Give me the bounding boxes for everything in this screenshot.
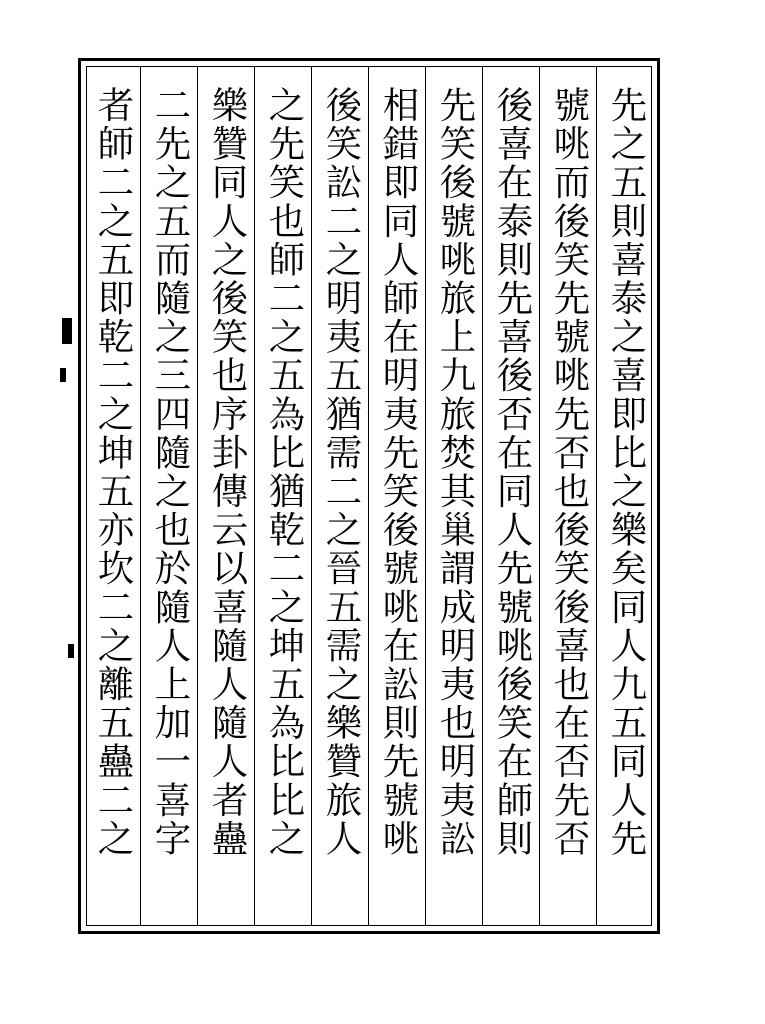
text-column-5: 相錯即同人師在明夷先笑後號咷在訟則先號咷 [377, 86, 420, 858]
column-rule [140, 66, 141, 926]
text-column-2: 號咷而後笑先號咷先否也後笑後喜也在否先否 [548, 86, 591, 858]
text-column-8: 樂贊同人之後笑也序卦傳云以喜隨人隨人者蠱 [206, 86, 249, 858]
text-column-3: 後喜在泰則先喜後否在同人先號咷後笑在師則 [491, 86, 534, 858]
column-rule [311, 66, 312, 926]
column-rule [197, 66, 198, 926]
column-rule [254, 66, 255, 926]
column-rule [368, 66, 369, 926]
margin-mark [60, 368, 66, 382]
text-column-4: 先笑後號咷旅上九旅焚其巢謂成明夷也明夷訟 [434, 86, 477, 858]
margin-mark [62, 318, 72, 344]
text-column-9: 二先之五而隨之三四隨之也於隨人上加一喜字 [149, 86, 192, 858]
column-rule [596, 66, 597, 926]
text-column-7: 之先笑也師二之五為比猶乾二之坤五為比比之 [263, 86, 306, 858]
text-column-6: 後笑訟二之明夷五猶需二之晉五需之樂贊旅人 [320, 86, 363, 858]
column-rule [425, 66, 426, 926]
margin-mark [68, 644, 74, 658]
column-rule [539, 66, 540, 926]
text-column-1: 先之五則喜泰之喜即比之樂矣同人九五同人先 [605, 86, 648, 858]
column-rule [482, 66, 483, 926]
text-column-10: 者師二之五即乾二之坤五亦坎二之離五蠱二之 [92, 86, 135, 858]
